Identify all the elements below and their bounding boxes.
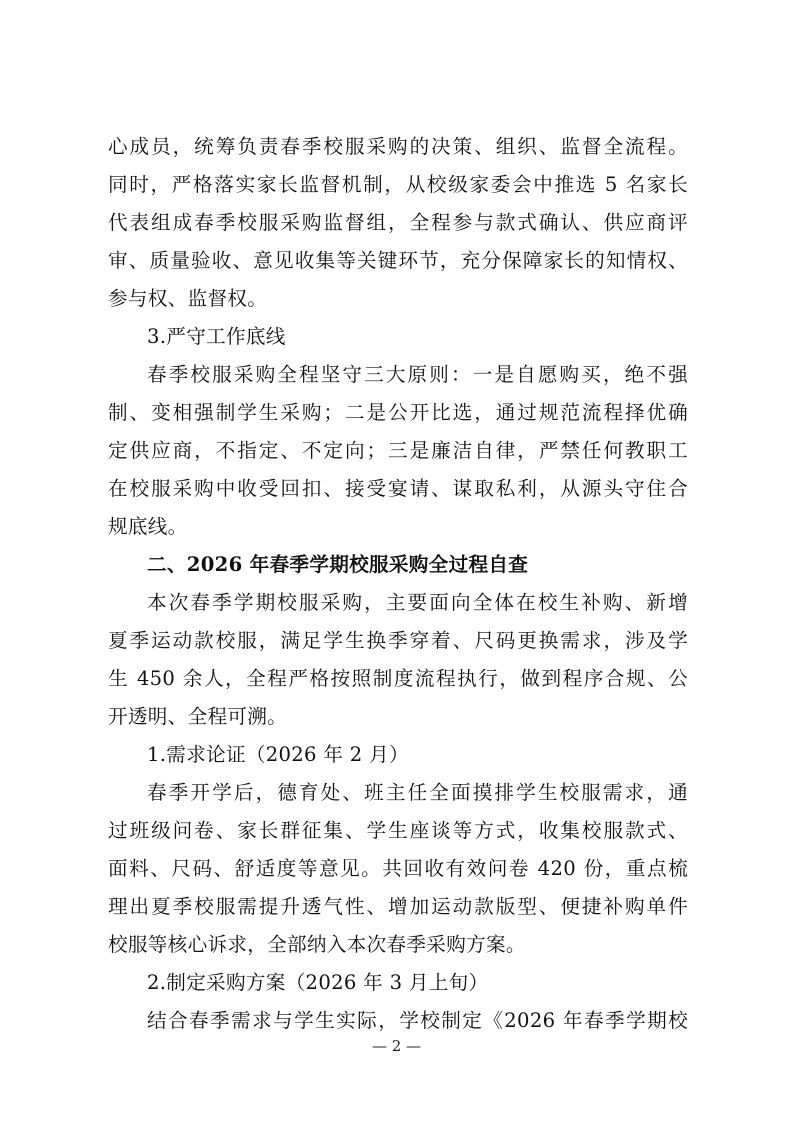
body-text-line: 代表组成春季校服采购监督组，全程参与款式确认、供应商评 [108,211,688,234]
body-text-line: 结合春季需求与学生实际，学校制定《2026 年春季学期校 [147,1009,688,1032]
subsection-heading: 3.严守工作底线 [147,325,286,348]
body-text-line: 生 450 余人，全程严格按照制度流程执行，做到程序合规、公 [108,667,688,690]
body-text-line: 审、质量验收、意见收集等关键环节，充分保障家长的知情权、 [108,249,688,272]
body-text-line: 开透明、全程可溯。 [108,705,288,728]
body-text-line: 校服等核心诉求，全部纳入本次春季采购方案。 [108,933,526,956]
section-heading: 二、2026 年春季学期校服采购全过程自查 [147,553,529,576]
body-text-line: 过班级问卷、家长群征集、学生座谈等方式，收集校服款式、 [108,819,688,842]
body-text-line: 心成员，统筹负责春季校服采购的决策、组织、监督全流程。 [108,135,688,158]
body-text-line: 参与权、监督权。 [108,287,268,310]
subsection-heading: 1.需求论证（2026 年 2 月） [147,743,409,766]
body-text-line: 本次春季学期校服采购，主要面向全体在校生补购、新增 [147,591,688,614]
body-text-line: 面料、尺码、舒适度等意见。共回收有效问卷 420 份，重点梳 [108,857,688,880]
body-text-line: 春季开学后，德育处、班主任全面摸排学生校服需求，通 [147,781,688,804]
body-text-line: 制、变相强制学生采购；二是公开比选，通过规范流程择优确 [108,401,688,424]
body-text-line: 定供应商，不指定、不定向；三是廉洁自律，严禁任何教职工 [108,439,688,462]
page-number: — 2 — [371,1037,422,1055]
body-text-line: 在校服采购中收受回扣、接受宴请、谋取私利，从源头守住合 [108,477,688,500]
body-text-line: 夏季运动款校服，满足学生换季穿着、尺码更换需求，涉及学 [108,629,688,652]
subsection-heading: 2.制定采购方案（2026 年 3 月上旬） [147,971,489,994]
body-text-line: 理出夏季校服需提升透气性、增加运动款版型、便捷补购单件 [108,895,688,918]
body-text-line: 规底线。 [108,515,188,538]
body-text-line: 同时，严格落实家长监督机制，从校级家委会中推选 5 名家长 [108,173,688,196]
body-text-line: 春季校服采购全程坚守三大原则：一是自愿购买，绝不强 [147,363,688,386]
